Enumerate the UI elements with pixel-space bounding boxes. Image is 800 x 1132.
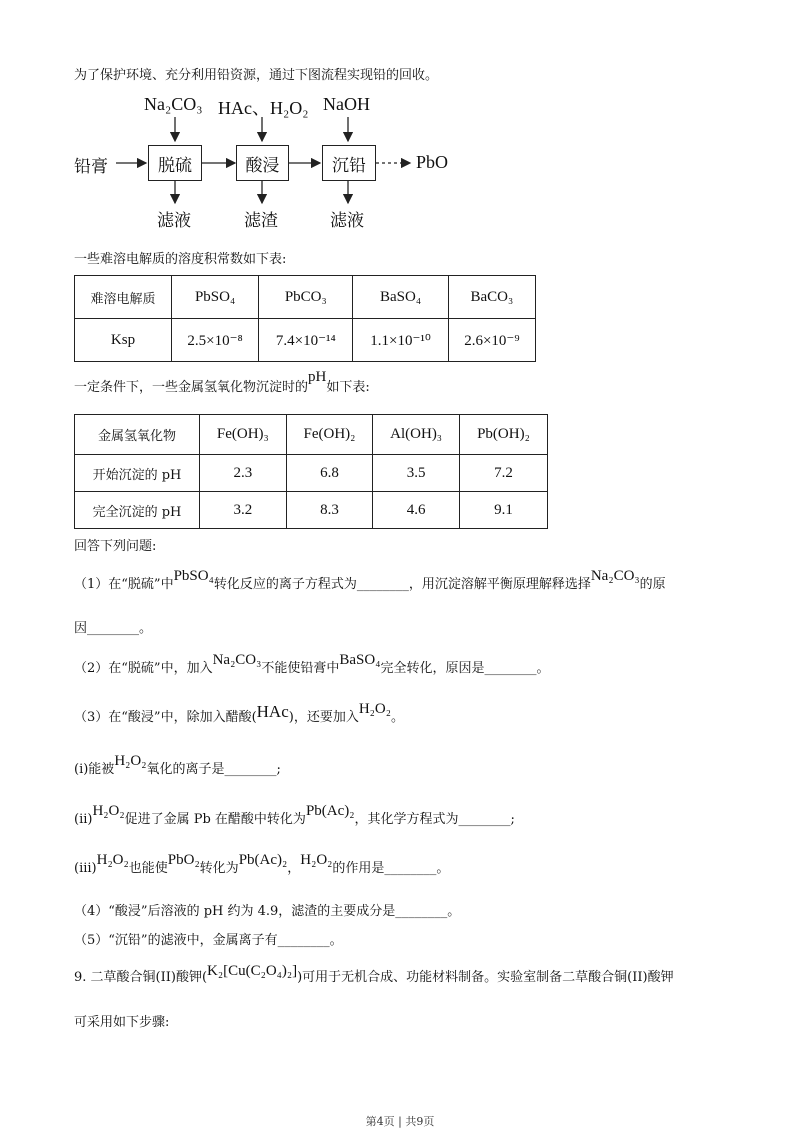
q9-formula: K₂[Cu(C₂O₄)₂]: [207, 963, 298, 979]
flow-arrows: [0, 0, 800, 240]
question-3: [74, 701, 404, 726]
ksp-row-label: Ksp: [75, 319, 172, 362]
ksp-value: 2.5×10⁻⁸: [172, 319, 259, 362]
ph-intro-text-a: 一定条件下，一些金属氢氧化物沉淀时的: [74, 380, 309, 395]
answer-prompt: 回答下列问题:: [74, 539, 157, 554]
question-1: [74, 568, 666, 593]
q3-formula: H₂O₂: [358, 701, 391, 717]
q3iii-formula: Pb(Ac)₂: [238, 852, 288, 868]
ph-value: 6.8: [286, 455, 373, 492]
flow-start: 铅膏: [74, 157, 108, 177]
ksp-compound: PbCO₃: [259, 276, 353, 319]
q3ii-formula: H₂O₂: [92, 803, 125, 819]
q2-text: 不能使铅膏中: [261, 661, 340, 676]
q3-text: )，还要加入: [288, 710, 359, 725]
q2-formula: Na₂CO₃: [212, 652, 262, 668]
q3iii-formula: PbO₂: [167, 852, 200, 868]
ph-value: 2.3: [200, 455, 287, 492]
ph-value: 3.5: [373, 455, 460, 492]
ksp-value: 1.1×10⁻¹⁰: [353, 319, 448, 362]
q3i-text: 氧化的离子是________;: [146, 762, 281, 777]
question-2: [74, 652, 550, 677]
question-3-i: [74, 753, 281, 778]
flow-step-lead-precipitation: 沉铅: [322, 145, 376, 181]
q2-text: 完全转化，原因是________。: [380, 661, 550, 676]
q3i-text: (i)能被: [74, 762, 115, 777]
ph-symbol: pH: [308, 369, 327, 385]
page-footer: 第4页 | 共9页: [365, 1115, 435, 1128]
ph-compound: Al(OH)₃: [373, 415, 460, 455]
ph-compound: Pb(OH)₂: [459, 415, 547, 455]
ksp-value: 2.6×10⁻⁹: [448, 319, 535, 362]
q1-text: 的原: [639, 577, 666, 592]
question-5: （5）“沉铅”的滤液中，金属离子有________。: [74, 933, 343, 948]
q1-formula: PbSO₄: [173, 568, 214, 584]
flow-product: PbO: [416, 152, 449, 172]
question-4: （4）“酸浸”后溶液的 pH 约为 4.9，滤渣的主要成分是________。: [74, 904, 461, 919]
ksp-table: [74, 275, 536, 362]
q3-text: （3）在“酸浸”中，除加入醋酸(: [74, 710, 257, 725]
q3iii-text: 转化为: [199, 861, 239, 876]
question-9: [74, 963, 674, 986]
q3-text: 。: [390, 710, 404, 725]
ph-value: 8.3: [286, 492, 373, 529]
q3ii-text: ，其化学方程式为________;: [354, 812, 515, 827]
ph-table: [74, 414, 548, 529]
q2-formula: BaSO₄: [339, 652, 381, 668]
flow-reagent-1: Na₂CO₃: [144, 94, 203, 114]
question-3-iii: [74, 852, 450, 877]
q9-text: 9. 二草酸合铜(II)酸钾(: [74, 970, 208, 985]
question-3-ii: [74, 803, 515, 828]
ph-compound: Fe(OH)₂: [286, 415, 373, 455]
ph-compound: Fe(OH)₃: [200, 415, 287, 455]
question-1-cont: 因________。: [74, 621, 153, 636]
q1-text: （1）在“脱硫”中: [74, 577, 174, 592]
q9-text: )可用于无机合成、功能材料制备。实验室制备二草酸合铜(II)酸钾: [297, 970, 674, 985]
ph-row-label: 开始沉淀的 pH: [75, 455, 200, 492]
ksp-value: 7.4×10⁻¹⁴: [259, 319, 353, 362]
q3iii-text: 的作用是________。: [332, 861, 450, 876]
q3iii-formula: H₂O₂: [96, 852, 129, 868]
question-9-cont: 可采用如下步骤:: [74, 1015, 170, 1030]
ph-intro-text-b: 如下表:: [326, 380, 370, 395]
q3ii-text: 促进了金属 Pb 在醋酸中转化为: [124, 812, 306, 827]
ksp-compound: PbSO₄: [172, 276, 259, 319]
flow-output-2: 滤渣: [244, 211, 278, 231]
q3iii-formula: H₂O₂: [300, 852, 333, 868]
q3-formula: HAc: [256, 702, 289, 721]
q3i-formula: H₂O₂: [114, 753, 147, 769]
ph-header-label: 金属氢氧化物: [75, 415, 200, 455]
flow-reagent-3: NaOH: [323, 94, 370, 114]
q3ii-formula: Pb(Ac)₂: [305, 803, 355, 819]
ph-value: 4.6: [373, 492, 460, 529]
q3iii-text: (iii): [74, 861, 97, 876]
q1-text: 转化反应的离子方程式为________，用沉淀溶解平衡原理解释选择: [213, 577, 591, 592]
q3iii-text: 也能使: [128, 861, 168, 876]
q3iii-text: ，: [287, 861, 301, 876]
q1-formula: Na₂CO₃: [590, 568, 640, 584]
ksp-header-label: 难溶电解质: [75, 276, 172, 319]
q2-text: （2）在“脱硫”中，加入: [74, 661, 213, 676]
intro-text: 为了保护环境、充分利用铅资源，通过下图流程实现铅的回收。: [74, 68, 439, 83]
ph-value: 9.1: [459, 492, 547, 529]
ph-intro: [74, 369, 370, 396]
q3ii-text: (ii): [74, 812, 93, 827]
flow-step-desulfurization: 脱硫: [148, 145, 202, 181]
ph-value: 3.2: [200, 492, 287, 529]
ph-value: 7.2: [459, 455, 547, 492]
flow-reagent-2: HAc、H₂O₂: [218, 98, 309, 118]
ksp-intro: 一些难溶电解质的溶度积常数如下表:: [74, 252, 287, 267]
ksp-compound: BaSO₄: [353, 276, 448, 319]
flow-step-acid-leach: 酸浸: [236, 145, 289, 181]
ph-row-label: 完全沉淀的 pH: [75, 492, 200, 529]
ksp-compound: BaCO₃: [448, 276, 535, 319]
flow-output-3: 滤液: [330, 211, 364, 231]
flow-output-1: 滤液: [157, 211, 191, 231]
